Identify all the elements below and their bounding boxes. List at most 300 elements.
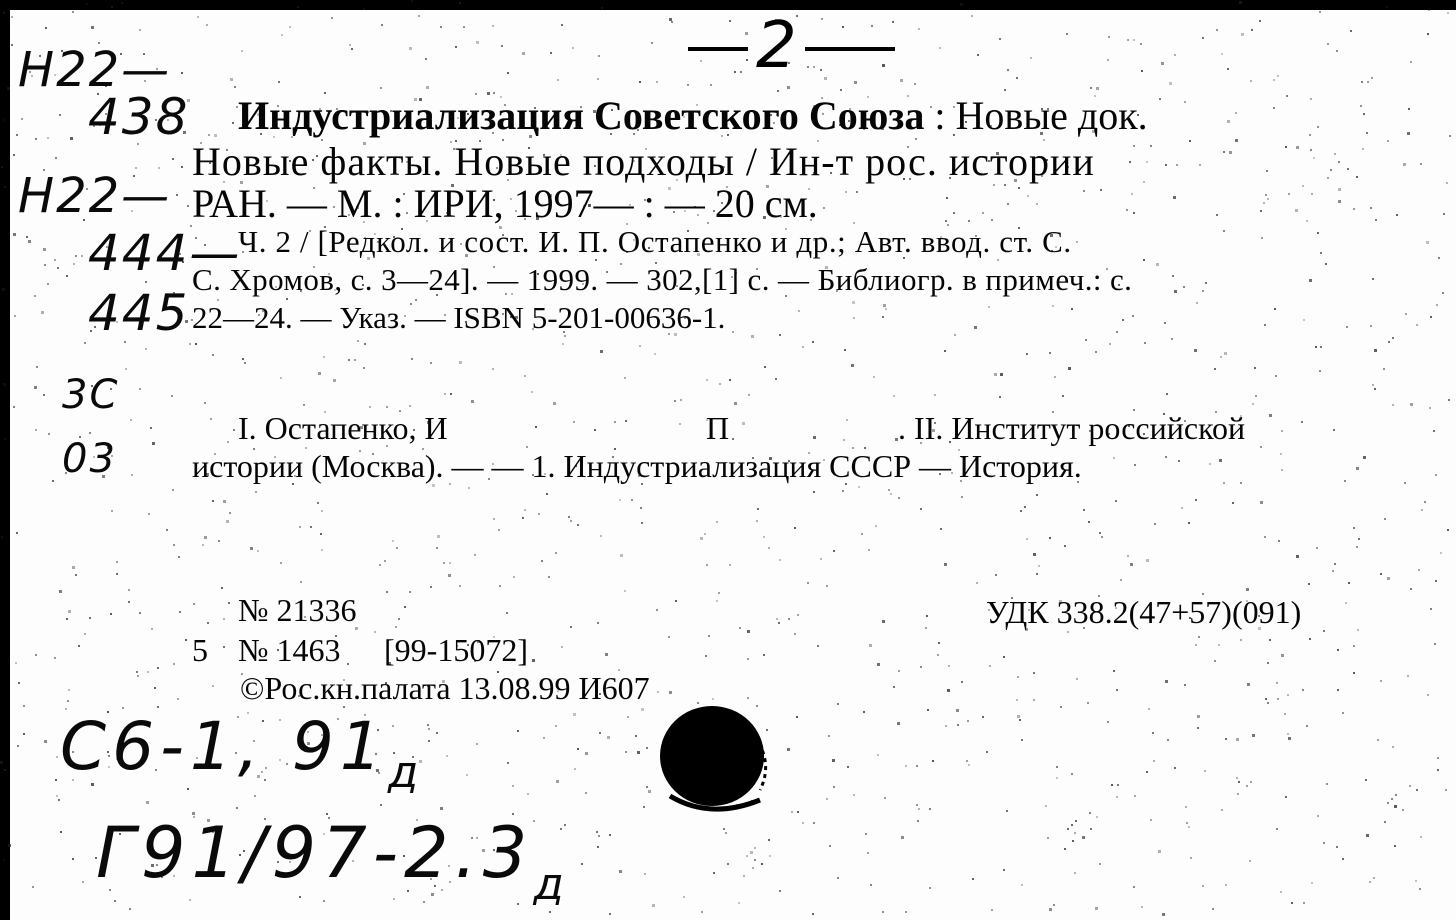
noise-speck <box>386 406 388 408</box>
noise-speck <box>1156 263 1159 266</box>
noise-speck <box>1336 846 1338 848</box>
noise-speck <box>1176 164 1178 166</box>
noise-speck <box>557 79 559 81</box>
noise-speck <box>1036 573 1038 575</box>
noise-speck <box>1166 393 1168 395</box>
noise-speck <box>229 512 231 514</box>
noise-speck <box>524 509 526 511</box>
noise-speck <box>1146 559 1149 562</box>
noise-speck <box>568 516 570 518</box>
noise-speck <box>1236 777 1238 779</box>
noise-speck <box>59 590 62 593</box>
noise-speck <box>189 343 191 345</box>
noise-speck <box>1247 683 1250 686</box>
noise-speck <box>1404 482 1406 484</box>
noise-speck <box>177 698 179 700</box>
noise-speck <box>32 886 34 888</box>
noise-speck <box>1356 546 1358 548</box>
noise-speck <box>925 627 927 629</box>
noise-speck <box>1178 460 1180 462</box>
noise-speck <box>555 552 557 554</box>
margin-code: Н22— <box>18 168 172 224</box>
noise-speck <box>1053 904 1055 906</box>
volume-line-3: 22—24. — Указ. — ISBN 5-201-00636-1. <box>192 300 726 335</box>
noise-speck <box>1427 33 1429 35</box>
page-number <box>680 9 903 83</box>
noise-speck <box>73 263 75 265</box>
noise-speck <box>531 391 533 393</box>
noise-speck <box>147 671 149 673</box>
noise-speck <box>1358 538 1360 540</box>
noise-speck <box>619 870 622 873</box>
noise-speck <box>885 308 887 310</box>
noise-speck <box>1096 816 1098 818</box>
noise-speck <box>443 562 445 564</box>
tracing-line-1c: . II. Институт российской <box>898 410 1246 446</box>
noise-speck <box>1165 456 1167 458</box>
noise-speck <box>4 186 6 188</box>
noise-speck <box>625 420 627 422</box>
noise-speck <box>1202 290 1204 292</box>
noise-speck <box>425 58 427 60</box>
noise-speck <box>1410 61 1412 63</box>
noise-speck <box>532 659 535 662</box>
noise-speck <box>624 590 626 592</box>
noise-speck <box>1007 69 1009 71</box>
noise-speck <box>1183 286 1185 288</box>
noise-speck <box>1146 771 1148 773</box>
noise-speck <box>380 804 382 806</box>
noise-speck <box>150 427 152 429</box>
noise-speck <box>54 259 56 261</box>
noise-speck <box>1174 290 1177 293</box>
noise-speck <box>1143 181 1145 183</box>
noise-speck <box>137 675 139 677</box>
noise-speck <box>1337 649 1339 651</box>
noise-speck <box>363 367 365 369</box>
noise-speck <box>1117 784 1119 786</box>
noise-speck <box>1127 555 1129 557</box>
noise-speck <box>255 491 257 493</box>
noise-speck <box>28 240 31 243</box>
noise-speck <box>333 379 336 382</box>
noise-speck <box>779 334 781 336</box>
noise-speck <box>1391 798 1393 800</box>
noise-speck <box>110 613 112 615</box>
noise-speck <box>1169 82 1172 85</box>
noise-speck <box>538 513 540 515</box>
noise-speck <box>1367 81 1369 83</box>
noise-speck <box>1108 36 1110 38</box>
noise-speck <box>35 429 37 431</box>
noise-speck <box>1131 193 1133 195</box>
noise-speck <box>1281 654 1284 657</box>
noise-speck <box>1429 407 1431 409</box>
noise-speck <box>1380 680 1382 682</box>
noise-speck <box>1068 367 1071 370</box>
noise-speck <box>869 644 872 647</box>
noise-speck <box>1111 784 1113 786</box>
noise-speck <box>250 547 253 550</box>
noise-speck <box>870 884 872 886</box>
noise-speck <box>1071 824 1073 826</box>
noise-speck <box>428 728 430 730</box>
noise-speck <box>278 81 280 83</box>
noise-speck <box>867 852 869 854</box>
noise-speck <box>348 359 350 361</box>
noise-speck <box>991 909 993 911</box>
noise-speck <box>847 766 849 768</box>
noise-speck <box>798 310 800 312</box>
noise-speck <box>882 911 884 913</box>
noise-speck <box>1356 176 1358 178</box>
noise-speck <box>1308 583 1310 585</box>
noise-speck <box>853 794 855 796</box>
noise-speck <box>172 158 174 160</box>
noise-speck <box>754 847 756 849</box>
noise-speck <box>67 700 69 702</box>
noise-speck <box>1265 194 1267 196</box>
noise-speck <box>17 745 19 747</box>
noise-speck <box>1336 50 1338 52</box>
noise-speck <box>905 765 907 767</box>
noise-speck <box>1236 738 1239 741</box>
noise-speck <box>960 3 963 6</box>
noise-speck <box>851 364 854 367</box>
noise-speck <box>966 760 968 762</box>
noise-speck <box>125 368 127 370</box>
noise-speck <box>1424 501 1426 503</box>
noise-speck <box>916 804 918 806</box>
noise-speck <box>380 87 382 89</box>
noise-speck <box>0 761 3 764</box>
noise-speck <box>900 79 903 82</box>
handwritten-shelfmark-2 <box>96 812 570 910</box>
noise-speck <box>436 732 438 734</box>
noise-speck <box>1306 220 1308 222</box>
noise-speck <box>1403 163 1406 166</box>
tracing-line-1b: П <box>706 410 730 446</box>
noise-speck <box>1430 608 1432 610</box>
noise-speck <box>1026 353 1028 355</box>
noise-speck <box>35 138 37 140</box>
noise-speck <box>1383 368 1385 370</box>
noise-speck <box>47 137 49 139</box>
noise-speck <box>1277 698 1279 700</box>
noise-speck <box>1246 588 1249 591</box>
noise-speck <box>605 653 608 656</box>
noise-speck <box>989 665 991 667</box>
noise-speck <box>139 29 141 31</box>
noise-speck <box>1089 812 1091 814</box>
shelfmark-2-sub: д <box>533 859 570 910</box>
noise-speck <box>1353 672 1355 674</box>
noise-speck <box>187 205 189 207</box>
noise-speck <box>1395 794 1397 796</box>
noise-speck <box>1223 151 1225 153</box>
noise-speck <box>1407 675 1409 677</box>
noise-speck <box>1107 721 1109 723</box>
noise-speck <box>381 24 383 26</box>
noise-speck <box>1269 414 1272 417</box>
noise-speck <box>1276 682 1278 684</box>
noise-speck <box>791 811 793 813</box>
noise-speck <box>1067 828 1069 830</box>
noise-speck <box>58 799 60 801</box>
noise-speck <box>210 418 212 420</box>
noise-speck <box>643 806 645 808</box>
noise-speck <box>1419 888 1421 890</box>
noise-speck <box>34 386 37 389</box>
noise-speck <box>1319 370 1321 372</box>
tracing-line-2: истории (Москва). — — 1. Индустриализация СССР — История. <box>192 448 1082 484</box>
noise-speck <box>1021 884 1023 886</box>
noise-speck <box>954 334 956 336</box>
noise-speck <box>1265 698 1267 700</box>
noise-speck <box>244 362 246 364</box>
noise-speck <box>637 751 640 754</box>
noise-speck <box>884 797 886 799</box>
noise-speck <box>34 295 36 297</box>
noise-speck <box>1287 733 1289 735</box>
noise-speck <box>89 432 91 434</box>
noise-speck <box>833 786 835 788</box>
noise-speck <box>1274 308 1276 310</box>
noise-speck <box>1370 207 1372 209</box>
noise-speck <box>1372 278 1374 280</box>
noise-speck <box>145 348 147 350</box>
noise-speck <box>668 636 670 638</box>
noise-speck <box>1165 164 1167 166</box>
noise-speck <box>323 356 325 358</box>
noise-speck <box>1100 189 1102 191</box>
noise-speck <box>779 559 781 561</box>
noise-speck <box>971 15 973 17</box>
noise-speck <box>1205 282 1207 284</box>
noise-speck <box>1188 826 1190 828</box>
noise-speck <box>1134 464 1136 466</box>
noise-speck <box>1158 850 1161 853</box>
noise-speck <box>585 752 588 755</box>
noise-speck <box>704 533 706 535</box>
noise-speck <box>829 845 831 847</box>
noise-speck <box>1327 43 1329 45</box>
noise-speck <box>1004 89 1006 91</box>
noise-speck <box>1066 33 1068 35</box>
noise-speck <box>1240 639 1242 641</box>
noise-speck <box>151 628 153 630</box>
noise-speck <box>1374 388 1376 390</box>
noise-speck <box>828 735 830 737</box>
noise-speck <box>882 620 885 623</box>
noise-speck <box>1198 636 1200 638</box>
registry-number-2: № 1463 <box>238 632 341 668</box>
noise-speck <box>1133 145 1135 147</box>
noise-speck <box>524 375 526 377</box>
noise-speck <box>1365 779 1367 781</box>
noise-speck <box>1132 315 1134 317</box>
noise-speck <box>1361 81 1363 83</box>
noise-speck <box>1338 200 1341 203</box>
noise-speck <box>812 913 814 915</box>
udk-code: УДК 338.2(47+57)(091) <box>986 594 1302 630</box>
noise-speck <box>11 16 13 18</box>
noise-speck <box>1188 522 1190 524</box>
noise-speck <box>1427 694 1429 696</box>
noise-speck <box>654 353 656 355</box>
noise-speck <box>768 547 770 549</box>
noise-speck <box>1278 540 1280 542</box>
noise-speck <box>1047 837 1049 839</box>
noise-speck <box>72 858 74 860</box>
noise-speck <box>1019 719 1021 721</box>
noise-speck <box>561 646 563 648</box>
noise-speck <box>522 517 524 519</box>
noise-speck <box>450 393 452 395</box>
noise-speck <box>763 536 765 538</box>
noise-speck <box>599 732 601 734</box>
noise-speck <box>746 855 748 857</box>
noise-speck <box>1370 325 1372 327</box>
noise-speck <box>710 84 712 86</box>
noise-speck <box>1259 20 1261 22</box>
noise-speck <box>944 350 946 352</box>
noise-speck <box>747 658 749 660</box>
noise-speck <box>1416 789 1418 791</box>
noise-speck <box>679 423 681 425</box>
noise-speck <box>898 497 900 499</box>
noise-speck <box>550 52 552 54</box>
noise-speck <box>1319 11 1321 13</box>
noise-speck <box>1184 101 1186 103</box>
noise-speck <box>297 6 299 8</box>
noise-speck <box>614 421 616 423</box>
noise-speck <box>763 654 765 656</box>
noise-speck <box>716 600 718 602</box>
noise-speck <box>1357 629 1359 631</box>
noise-speck <box>945 725 947 727</box>
noise-speck <box>1353 527 1355 529</box>
noise-speck <box>501 45 503 47</box>
noise-speck <box>1246 785 1248 787</box>
noise-speck <box>683 896 685 898</box>
noise-speck <box>1447 529 1449 531</box>
title-line-1 <box>238 92 1148 139</box>
noise-speck <box>1120 579 1122 581</box>
noise-speck <box>778 622 780 624</box>
noise-speck <box>1235 112 1237 114</box>
noise-speck <box>946 197 948 199</box>
noise-speck <box>1154 523 1156 525</box>
noise-speck <box>8 844 11 847</box>
noise-speck <box>185 639 187 641</box>
noise-speck <box>1237 793 1239 795</box>
noise-speck <box>1303 319 1305 321</box>
noise-speck <box>444 393 446 395</box>
noise-speck <box>1030 57 1032 59</box>
noise-speck <box>474 554 476 556</box>
noise-speck <box>331 17 333 19</box>
noise-speck <box>1260 210 1262 212</box>
noise-speck <box>1366 132 1368 134</box>
noise-speck <box>680 399 682 401</box>
noise-speck <box>1133 39 1135 41</box>
noise-speck <box>868 549 870 551</box>
noise-speck <box>1006 810 1008 812</box>
noise-speck <box>1344 480 1346 482</box>
noise-speck <box>1315 346 1317 348</box>
noise-speck <box>607 736 610 739</box>
noise-speck <box>56 795 58 797</box>
noise-speck <box>1026 538 1028 540</box>
noise-speck <box>1197 715 1200 718</box>
noise-speck <box>1337 689 1339 691</box>
noise-speck <box>84 633 86 635</box>
noise-speck <box>727 863 729 865</box>
noise-speck <box>1317 126 1319 128</box>
noise-speck <box>1220 356 1222 358</box>
noise-speck <box>577 524 579 526</box>
noise-speck <box>176 194 178 196</box>
noise-speck <box>409 47 412 50</box>
noise-speck <box>1301 421 1303 423</box>
noise-speck <box>555 725 557 727</box>
noise-speck <box>562 343 564 345</box>
noise-speck <box>794 527 796 529</box>
noise-speck <box>897 722 900 725</box>
noise-speck <box>1238 781 1240 783</box>
noise-speck <box>1309 638 1311 640</box>
noise-speck <box>624 377 626 379</box>
noise-speck <box>1202 37 1204 39</box>
noise-speck <box>719 383 721 385</box>
noise-speck <box>116 573 118 575</box>
noise-speck <box>517 730 519 732</box>
noise-speck <box>739 627 741 629</box>
registry-number-1: № 21336 <box>238 592 357 628</box>
noise-speck <box>546 493 548 495</box>
noise-speck <box>1442 292 1444 294</box>
noise-speck <box>1172 275 1174 277</box>
noise-speck <box>1386 6 1388 8</box>
noise-speck <box>802 346 804 348</box>
noise-speck <box>299 526 301 528</box>
noise-speck <box>1250 80 1252 82</box>
noise-speck <box>826 798 828 800</box>
noise-speck <box>78 645 80 647</box>
noise-speck <box>845 191 847 193</box>
noise-speck <box>181 166 183 168</box>
noise-speck <box>826 585 828 587</box>
noise-speck <box>1202 885 1204 887</box>
noise-speck <box>23 705 25 707</box>
noise-speck <box>718 592 720 594</box>
noise-speck <box>1229 151 1232 154</box>
noise-speck <box>757 508 759 510</box>
noise-speck <box>173 663 175 665</box>
noise-speck <box>404 606 406 608</box>
noise-speck <box>716 521 718 523</box>
noise-speck <box>1320 346 1322 348</box>
noise-speck <box>1313 157 1315 159</box>
noise-speck <box>1148 708 1150 710</box>
noise-speck <box>1141 70 1143 72</box>
noise-speck <box>1209 463 1211 465</box>
noise-speck <box>1373 877 1375 879</box>
noise-speck <box>527 793 529 795</box>
noise-speck <box>1295 209 1298 212</box>
noise-speck <box>1076 241 1078 243</box>
